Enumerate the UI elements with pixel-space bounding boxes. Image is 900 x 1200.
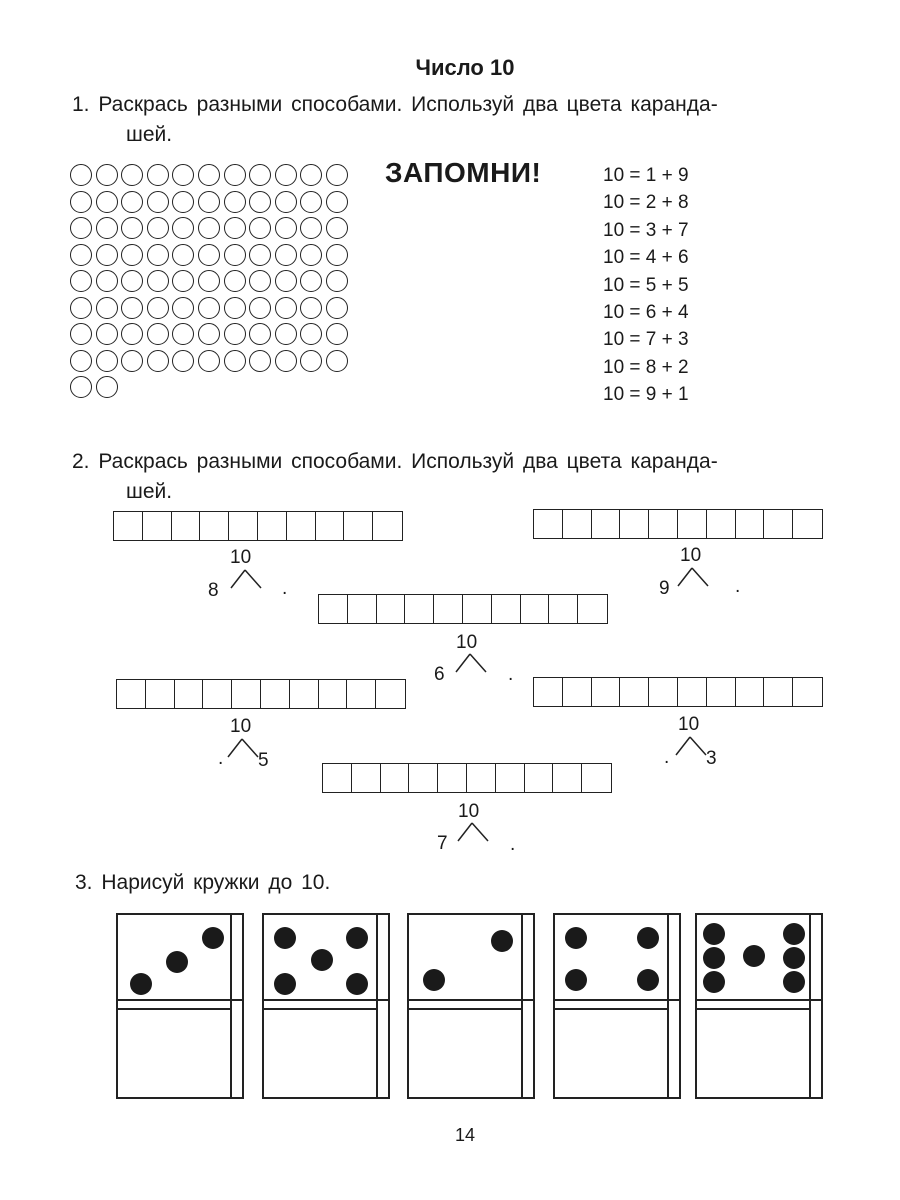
circle-cell[interactable]: [172, 164, 194, 186]
circle-cell[interactable]: [70, 376, 92, 398]
remember-heading: ЗАПОМНИ!: [385, 157, 542, 188]
circle-cell[interactable]: [70, 164, 92, 186]
circle-cell[interactable]: [172, 297, 194, 319]
strip-cell[interactable]: [549, 595, 578, 623]
circle-cell[interactable]: [70, 191, 92, 213]
whole-number: 10: [230, 716, 252, 737]
circle-cell[interactable]: [300, 270, 322, 292]
circle-cell[interactable]: [70, 350, 92, 372]
strip-cell[interactable]: [592, 678, 621, 706]
circle-cell[interactable]: [249, 191, 271, 213]
dot: [311, 949, 333, 971]
strip-cell[interactable]: [405, 595, 434, 623]
cell-strip[interactable]: [113, 511, 403, 541]
whole-number: 10: [678, 714, 700, 735]
strip-cell[interactable]: [347, 680, 376, 708]
domino-card[interactable]: [553, 913, 681, 1099]
equation: 10 = 5 + 5: [603, 274, 689, 296]
strip-cell[interactable]: [525, 764, 554, 792]
circle-cell[interactable]: [224, 217, 246, 239]
circle-cell[interactable]: [300, 217, 322, 239]
dot: [783, 923, 805, 945]
circle-cell[interactable]: [172, 350, 194, 372]
circle-cell[interactable]: [172, 217, 194, 239]
circle-cell[interactable]: [249, 297, 271, 319]
strip-cell[interactable]: [117, 680, 146, 708]
circle-cell[interactable]: [300, 164, 322, 186]
strip-cell[interactable]: [409, 764, 438, 792]
equation: 10 = 3 + 7: [603, 219, 689, 241]
strip-cell[interactable]: [381, 764, 410, 792]
page-title: Число 10: [415, 55, 515, 80]
circle-cell[interactable]: [275, 191, 297, 213]
circle-cell[interactable]: [249, 323, 271, 345]
dot: [166, 951, 188, 973]
circle-cell[interactable]: [326, 244, 348, 266]
strip-cell[interactable]: [534, 678, 563, 706]
split-branch-icon: [222, 737, 262, 761]
dot: [703, 971, 725, 993]
circle-cell[interactable]: [172, 323, 194, 345]
circle-cell[interactable]: [249, 244, 271, 266]
circle-cell[interactable]: [121, 323, 143, 345]
circle-cell[interactable]: [326, 270, 348, 292]
dot: [637, 969, 659, 991]
strip-cell[interactable]: [521, 595, 550, 623]
answer-slot[interactable]: .: [508, 664, 514, 685]
strip-cell[interactable]: [736, 510, 765, 538]
strip-cell[interactable]: [649, 678, 678, 706]
equation: 10 = 7 + 3: [603, 329, 689, 351]
dot: [783, 947, 805, 969]
dot: [423, 969, 445, 991]
strip-cell[interactable]: [438, 764, 467, 792]
dot: [346, 927, 368, 949]
dot: [274, 973, 296, 995]
circle-cell[interactable]: [326, 350, 348, 372]
domino-card[interactable]: [262, 913, 390, 1099]
strip-cell[interactable]: [323, 764, 352, 792]
circle-cell[interactable]: [275, 164, 297, 186]
strip-cell[interactable]: [793, 678, 822, 706]
strip-cell[interactable]: [348, 595, 377, 623]
strip-cell[interactable]: [592, 510, 621, 538]
dot: [637, 927, 659, 949]
circle-cell[interactable]: [249, 164, 271, 186]
domino-card[interactable]: [116, 913, 244, 1099]
equation: 10 = 6 + 4: [603, 301, 689, 323]
part-number-left: 6: [434, 664, 445, 685]
task-1-line-2: шей.: [126, 123, 173, 146]
dot: [565, 927, 587, 949]
equation: 10 = 9 + 1: [603, 384, 689, 406]
circle-cell[interactable]: [275, 323, 297, 345]
circle-cell[interactable]: [147, 350, 169, 372]
circle-cell[interactable]: [224, 297, 246, 319]
answer-slot[interactable]: .: [664, 747, 670, 768]
strip-cell[interactable]: [229, 512, 258, 540]
strip-cell[interactable]: [352, 764, 381, 792]
circle-cell[interactable]: [326, 164, 348, 186]
task-2-text: [72, 447, 718, 507]
strip-cell[interactable]: [232, 680, 261, 708]
circle-cell[interactable]: [198, 191, 220, 213]
circle-cell[interactable]: [96, 244, 118, 266]
circle-cell[interactable]: [275, 217, 297, 239]
circle-cell[interactable]: [198, 217, 220, 239]
circle-cell[interactable]: [300, 244, 322, 266]
dot: [703, 923, 725, 945]
circle-grid[interactable]: [70, 164, 360, 398]
split-branch-icon: [452, 821, 492, 845]
circle-cell[interactable]: [198, 323, 220, 345]
cell-strip[interactable]: [533, 677, 823, 707]
strip-cell[interactable]: [290, 680, 319, 708]
strip-cell[interactable]: [582, 764, 611, 792]
cell-strip[interactable]: [533, 509, 823, 539]
strip-cell[interactable]: [373, 512, 402, 540]
domino-card[interactable]: [695, 913, 823, 1099]
split-branch-icon: [672, 566, 712, 590]
circle-cell[interactable]: [96, 376, 118, 398]
answer-slot[interactable]: .: [510, 834, 516, 855]
strip-cell[interactable]: [707, 510, 736, 538]
strip-cell[interactable]: [620, 678, 649, 706]
task-1-text: [72, 90, 718, 150]
strip-cell[interactable]: [563, 510, 592, 538]
circle-cell[interactable]: [326, 297, 348, 319]
whole-number: 10: [456, 632, 478, 653]
circle-cell[interactable]: [300, 297, 322, 319]
circle-cell[interactable]: [96, 164, 118, 186]
circle-cell[interactable]: [96, 270, 118, 292]
circle-cell[interactable]: [96, 350, 118, 372]
circle-cell[interactable]: [198, 350, 220, 372]
circle-cell[interactable]: [300, 191, 322, 213]
strip-cell[interactable]: [649, 510, 678, 538]
circle-cell[interactable]: [70, 244, 92, 266]
whole-number: 10: [680, 545, 702, 566]
strip-cell[interactable]: [203, 680, 232, 708]
strip-cell[interactable]: [678, 678, 707, 706]
circle-cell[interactable]: [121, 164, 143, 186]
circle-cell[interactable]: [147, 323, 169, 345]
dot: [202, 927, 224, 949]
circle-cell[interactable]: [70, 270, 92, 292]
circle-cell[interactable]: [70, 297, 92, 319]
dot: [346, 973, 368, 995]
circle-cell[interactable]: [172, 191, 194, 213]
strip-cell[interactable]: [467, 764, 496, 792]
strip-cell[interactable]: [175, 680, 204, 708]
split-branch-icon: [225, 568, 265, 592]
cell-strip[interactable]: [322, 763, 612, 793]
split-branch-icon: [670, 735, 710, 759]
circle-cell[interactable]: [96, 297, 118, 319]
whole-number: 10: [230, 547, 252, 568]
strip-cell[interactable]: [114, 512, 143, 540]
circle-cell[interactable]: [224, 191, 246, 213]
strip-cell[interactable]: [261, 680, 290, 708]
strip-cell[interactable]: [143, 512, 172, 540]
circle-cell[interactable]: [172, 244, 194, 266]
strip-cell[interactable]: [578, 595, 607, 623]
circle-cell[interactable]: [70, 323, 92, 345]
strip-cell[interactable]: [316, 512, 345, 540]
strip-cell[interactable]: [463, 595, 492, 623]
dot: [743, 945, 765, 967]
circle-cell[interactable]: [224, 244, 246, 266]
dot: [491, 930, 513, 952]
circle-cell[interactable]: [198, 297, 220, 319]
part-number-left: 7: [437, 833, 448, 854]
circle-cell[interactable]: [249, 350, 271, 372]
task-2-line-2: шей.: [126, 480, 173, 503]
dot: [274, 927, 296, 949]
strip-cell[interactable]: [287, 512, 316, 540]
cell-strip[interactable]: [116, 679, 406, 709]
circle-cell[interactable]: [70, 217, 92, 239]
strip-cell[interactable]: [172, 512, 201, 540]
split-branch-icon: [450, 652, 490, 676]
circle-cell[interactable]: [121, 297, 143, 319]
circle-cell[interactable]: [147, 270, 169, 292]
circle-cell[interactable]: [224, 270, 246, 292]
strip-cell[interactable]: [146, 680, 175, 708]
circle-cell[interactable]: [147, 244, 169, 266]
circle-cell[interactable]: [121, 244, 143, 266]
part-number-right: 5: [258, 750, 269, 771]
part-number-right: 3: [706, 748, 717, 769]
circle-cell[interactable]: [275, 350, 297, 372]
strip-cell[interactable]: [319, 680, 348, 708]
task-2-line-1: 2. Раскрась разными способами. Используй два цвета каранда-: [72, 450, 718, 473]
equation-list: [603, 162, 689, 409]
equation: 10 = 4 + 6: [603, 247, 689, 269]
circle-cell[interactable]: [147, 191, 169, 213]
domino-card[interactable]: [407, 913, 535, 1099]
circle-cell[interactable]: [275, 270, 297, 292]
strip-cell[interactable]: [258, 512, 287, 540]
circle-cell[interactable]: [96, 191, 118, 213]
strip-cell[interactable]: [344, 512, 373, 540]
circle-cell[interactable]: [198, 164, 220, 186]
strip-cell[interactable]: [678, 510, 707, 538]
part-number-left: 9: [659, 578, 670, 599]
dot: [565, 969, 587, 991]
circle-cell[interactable]: [224, 350, 246, 372]
task-1-line-1: 1. Раскрась разными способами. Используй два цвета каранда-: [72, 93, 718, 116]
dot: [783, 971, 805, 993]
part-number-left: 8: [208, 580, 219, 601]
dot: [130, 973, 152, 995]
equation: 10 = 8 + 2: [603, 356, 689, 378]
answer-slot[interactable]: .: [218, 748, 224, 769]
circle-cell[interactable]: [326, 191, 348, 213]
dot: [703, 947, 725, 969]
circle-cell[interactable]: [275, 297, 297, 319]
strip-cell[interactable]: [764, 510, 793, 538]
circle-cell[interactable]: [147, 217, 169, 239]
circle-cell[interactable]: [275, 244, 297, 266]
circle-cell[interactable]: [326, 217, 348, 239]
strip-cell[interactable]: [200, 512, 229, 540]
circle-cell[interactable]: [121, 191, 143, 213]
circle-cell[interactable]: [300, 323, 322, 345]
task-3-text: 3. Нарисуй кружки до 10.: [75, 871, 331, 894]
strip-cell[interactable]: [434, 595, 463, 623]
page-number: 14: [454, 1125, 476, 1145]
circle-cell[interactable]: [198, 270, 220, 292]
circle-cell[interactable]: [224, 164, 246, 186]
answer-slot[interactable]: .: [282, 578, 288, 599]
equation: 10 = 1 + 9: [603, 165, 689, 186]
circle-cell[interactable]: [326, 323, 348, 345]
circle-cell[interactable]: [172, 270, 194, 292]
strip-cell[interactable]: [620, 510, 649, 538]
circle-cell[interactable]: [224, 323, 246, 345]
strip-cell[interactable]: [377, 595, 406, 623]
strip-cell[interactable]: [492, 595, 521, 623]
circle-cell[interactable]: [96, 217, 118, 239]
answer-slot[interactable]: .: [735, 576, 741, 597]
circle-cell[interactable]: [121, 217, 143, 239]
strip-cell[interactable]: [376, 680, 405, 708]
circle-cell[interactable]: [96, 323, 118, 345]
cell-strip[interactable]: [318, 594, 608, 624]
whole-number: 10: [458, 801, 480, 822]
strip-cell[interactable]: [563, 678, 592, 706]
circle-cell[interactable]: [249, 217, 271, 239]
strip-cell[interactable]: [319, 595, 348, 623]
circle-cell[interactable]: [300, 350, 322, 372]
strip-cell[interactable]: [707, 678, 736, 706]
strip-cell[interactable]: [496, 764, 525, 792]
circle-cell[interactable]: [198, 244, 220, 266]
strip-cell[interactable]: [534, 510, 563, 538]
strip-cell[interactable]: [736, 678, 765, 706]
circle-cell[interactable]: [121, 350, 143, 372]
strip-cell[interactable]: [793, 510, 822, 538]
equation: 10 = 2 + 8: [603, 192, 689, 214]
circle-cell[interactable]: [249, 270, 271, 292]
circle-cell[interactable]: [147, 164, 169, 186]
strip-cell[interactable]: [764, 678, 793, 706]
circle-cell[interactable]: [147, 297, 169, 319]
circle-cell[interactable]: [121, 270, 143, 292]
strip-cell[interactable]: [553, 764, 582, 792]
